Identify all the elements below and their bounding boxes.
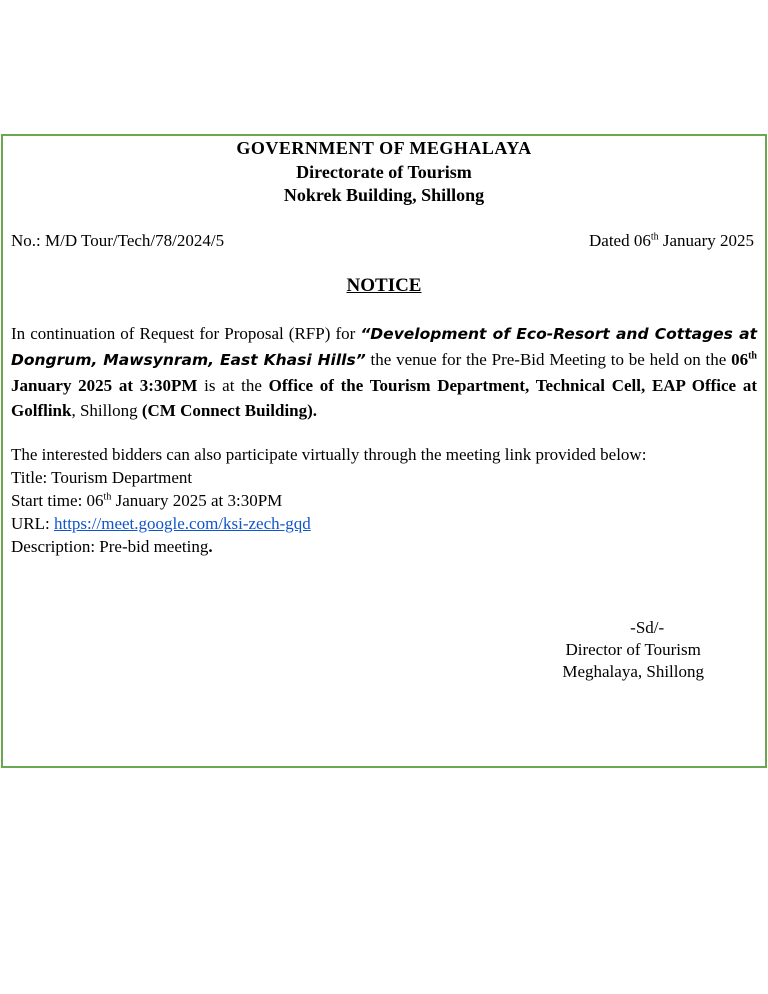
- virtual-meeting-info: [11, 443, 646, 558]
- notice-body-paragraph: In continuation of Request for Proposal (RFP) for “Development of Eco-Resort and Cottages at Dongrum, Mawsynram, East Khasi Hills” the venue for the Pre-Bid Meeting to be held on the 06th January 2025 at 3:30PM is at the Office of the Tourism Department, Technical Cell, EAP Office at Golflink, Shillong (CM Connect Building).: [11, 324, 757, 420]
- signature-sd: -Sd/-: [630, 618, 665, 637]
- signatory-title: Director of Tourism: [565, 640, 701, 659]
- notice-date: Dated 06th January 2025: [589, 231, 754, 250]
- header-directorate: Directorate of Tourism: [296, 162, 472, 182]
- header-address: Nokrek Building, Shillong: [283, 185, 485, 205]
- venue-building: (CM Connect Building).: [141, 401, 318, 420]
- meeting-url-line: URL: https://meet.google.com/ksi-zech-gqd: [11, 514, 311, 533]
- signature-block: [562, 617, 704, 683]
- meeting-start-time: Start time: 06th January 2025 at 3:30PM: [11, 491, 283, 510]
- meeting-description: Description: Pre-bid meeting.: [11, 537, 213, 556]
- reference-number: No.: M/D Tour/Tech/78/2024/5: [11, 231, 225, 250]
- meeting-datetime: 06th January 2025 at 3:30PM: [11, 350, 757, 395]
- notice-title: NOTICE: [346, 275, 422, 296]
- signatory-location: Meghalaya, Shillong: [562, 662, 704, 681]
- meeting-title: Title: Tourism Department: [11, 468, 193, 487]
- project-title: “Development of Eco-Resort and Cottages at Dongrum, Mawsynram, East Khasi Hills”: [11, 325, 757, 369]
- header-government: GOVERNMENT OF MEGHALAYA: [236, 138, 532, 158]
- virtual-intro: The interested bidders can also participate virtually through the meeting link provided below:: [11, 445, 647, 464]
- meeting-venue: Office of the Tourism Department, Technical Cell, EAP Office at Golflink: [11, 376, 757, 420]
- meeting-link[interactable]: https://meet.google.com/ksi-zech-gqd: [53, 514, 311, 533]
